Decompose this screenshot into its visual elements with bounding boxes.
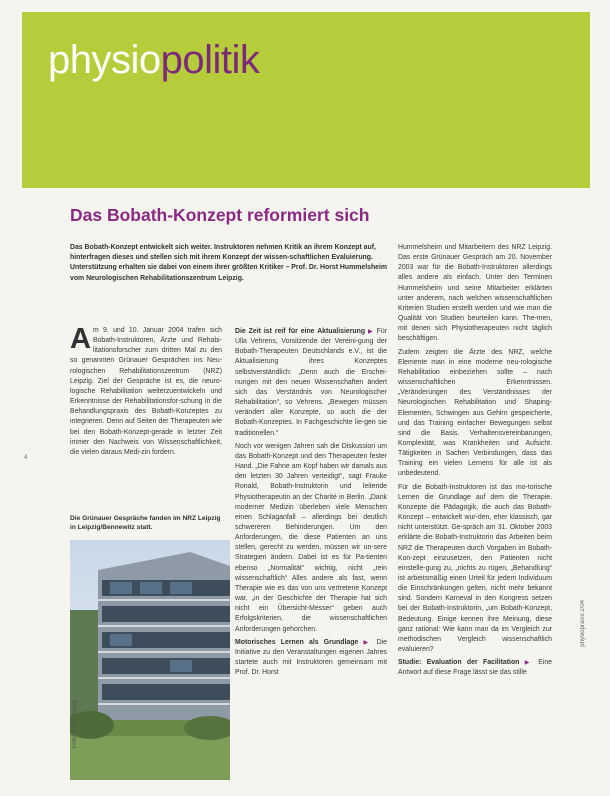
column-3-paragraph-2: Zudem zeigten die Ärzte des NRZ, welche Elemente man in eine moderne neu-rologische Rehabilitation einbeziehen sollte – nach wissenschaftlichen Erkenntnissen. „Veränderungen des Verständnisses der Neurologischen Rehabilitation und Shaping-Elementen, Schwingen aus Gehirn gespeicherte, und das Training einfacher Bewegungen selbst sind die Basis. Verhaltensvereinbarungen, Komplexität, was Krankheiten und Aufsicht. Tätigkeiten in Sachen Verbindungen, dass das Training ein vielen Lernens für alle ist als unbedeutend. bbox=[398, 348, 552, 478]
photo-credit: Foto: NRZ Leipzig bbox=[72, 700, 78, 749]
column-3-paragraph-3: Für die Bobath-Instruktoren ist das mo-torische Lernen die Grundlage auf dem die Therapie. Konzepte die Pädagogik, die auch das Bobath-Konzept – entwickelt wur-den, eher klassisch, gar nicht unterstützt. Ge-spräch am 31. Oktober 2003 erklärte die Bobath-Instruktorin das Arbeiten beim NRZ die Therapeuten durch Vorgaben im Bobath-Kon-zept einzusetzen, den Patienten nicht einstelle-gung zu, „nichts zu rügen, „Behandlung“ ist arbeitsmäßig einen Urteil für jedem Individuum die Einschränkungen gelten, nicht mehr bekannt sind. Sondern Karneval in den Kongress setzen bei der Bobath-Instruktorin, „um Bobath-Konzept, Bedeutung. Einige kennen ihre Meinung, diese ganz rational: Wie kann man da im Vergleich zur methodischen Vergleich wissenschaftlich evaluieren? bbox=[398, 483, 552, 654]
article-headline: Das Bobath-Konzept reformiert sich bbox=[70, 205, 370, 225]
drop-cap: A bbox=[70, 323, 91, 355]
column-1 bbox=[70, 323, 222, 458]
article-intro: Das Bobath-Konzept entwickelt sich weiter. Instruktoren nehmen Kritik an ihrem Konzept auf, hinterfragen dieses und stellen sich mit ihrem Konzept der wissen-schaftlichen Evaluierung. Unterstützung erhalten sie dabei von einem ihrer größten Kritiker – Prof. Dr. Horst Hummelsheim vom Neurologischen Rehabilitationszentrum Leipzig. bbox=[70, 244, 388, 282]
column-2-paragraph-2: Noch vor wenigen Jahren sah die Diskussion um das Bobath-Konzept und den Therapeuten fester Hand. „Die Fahne am Kopf haben wir damals aus den letzten 30 Jahren verteidigt“, sagt Frauke Ronald, Bobath-Instruktorin und leitende Physiotherapeutin an der Charité in Berlin. „Dank moderner Medizin überleben viele Menschen einen Schlaganfall – allerdings bei deutlich schwereren Behinderungen. Um den Anforderungen, die diese Patienten an uns stellen, gerecht zu werden, müssen wir un-sere Strategien ändern. Dabei ist es für Pa-tienten ebenso „Normalität“ wichtig, nicht „rein wissenschaftlich“ Alles andere als fast, wenn Therapie wie es das von uns vertretene Konzept war, „in der Geschichte der Therapie hat sich nicht ein Übersicht-Messer“ geben auch Erfolgskriterien, die wissenschaftlichen Anforderungen gehorchen. bbox=[235, 442, 387, 633]
column-2 bbox=[235, 327, 387, 681]
column-1-text: m 9. und 10. Januar 2004 trafen sich Bobath-Instruktoren, Ärzte und Rehabi-litationsforscher zum dritten Mal zu den so genannten Grünauer Gesprächen ins Neu-rologischen Rehabilitationszentrum (NRZ) Leipzig. Ziel der Gespräche ist es, die neuro-logische Rehabilitation weiterzuentwickeln und Erkenntnisse der Rehabilitationsfor-schung in die Behandlungspraxis des Bobath-Konzeptes zu integrieren. Denn auf Seiten der Therapeuten wie bei den Bobath-Konzept-gerade in letzter Zeit immer den Nachweis von Wissenschaftlichkeit, die vielen daraus Medi-zin fordern. bbox=[70, 327, 222, 456]
column-3-paragraph-4: Eine Antwort auf diese Frage lässt sie das stille bbox=[398, 659, 553, 677]
column-2-paragraph-3: Die Initiative zu den Veranstaltungen eigenen Jahres startete auch mit Instruktoren gemeinsam mit Prof. Dr. Horst bbox=[235, 638, 387, 677]
section-title-part2: politik bbox=[160, 38, 260, 82]
spine-label: physiopraxis 2/04 bbox=[580, 600, 586, 647]
column-2-paragraph-1: Für Ulla Vehrens, Vorsitzende der Vereini-gung der Bobath-Therapeuten Deutschlands e.V., ist die Aktualisierung ihres Konzeptes selbstverständlich: „Denn auch die Erschei-nungen mit den neuen Wissenschaften ändert sich das Verständnis von Neurologischer Rehabilitation“, so Vehrens. „Bewegen müssen verändert aller Konzepte, so auch die der Bobath-Konzeptes. In Fachgeschichte lie-gen sie traditionellen.“ bbox=[235, 328, 387, 437]
building-photo bbox=[70, 540, 230, 780]
section-title-part1: physio bbox=[48, 38, 161, 82]
arrow-icon: ▶ bbox=[524, 660, 533, 667]
building-illustration bbox=[70, 540, 230, 780]
arrow-icon: ▶ bbox=[363, 639, 372, 646]
subheading-2: Motorisches Lernen als Grundlage bbox=[235, 638, 359, 646]
subheading-1: Die Zeit ist reif für eine Aktualisierung bbox=[235, 328, 366, 335]
section-title bbox=[48, 36, 259, 84]
margin-number: 4 bbox=[24, 455, 28, 461]
arrow-icon: ▶ bbox=[368, 329, 374, 335]
subheading-3: Studie: Evaluation der Facilitation bbox=[398, 659, 520, 667]
column-3 bbox=[398, 243, 552, 682]
column-3-paragraph-1: Hummelsheim und Mitarbeitern des NRZ Leipzig. Das erste Grünauer Gespräch am 20. November 2003 war für die Bobath-Instruktoren allerdings alles andere als einfach. Unter den Terminen Hummelsheim und seine Mitarbeiter erklärten unter anderem, nach welchen wissenschaftlichen Kriterien Studien erstellt werden und wie man die Qualität von Studien beurteilen kann. The-men, mit denen sich Physiotherapeuten nicht täglich beschäftigen. bbox=[398, 244, 552, 343]
photo-caption: Die Grünauer Gespräche fanden im NRZ Leipzig in Leipzig/Bennewitz statt. bbox=[70, 515, 221, 531]
